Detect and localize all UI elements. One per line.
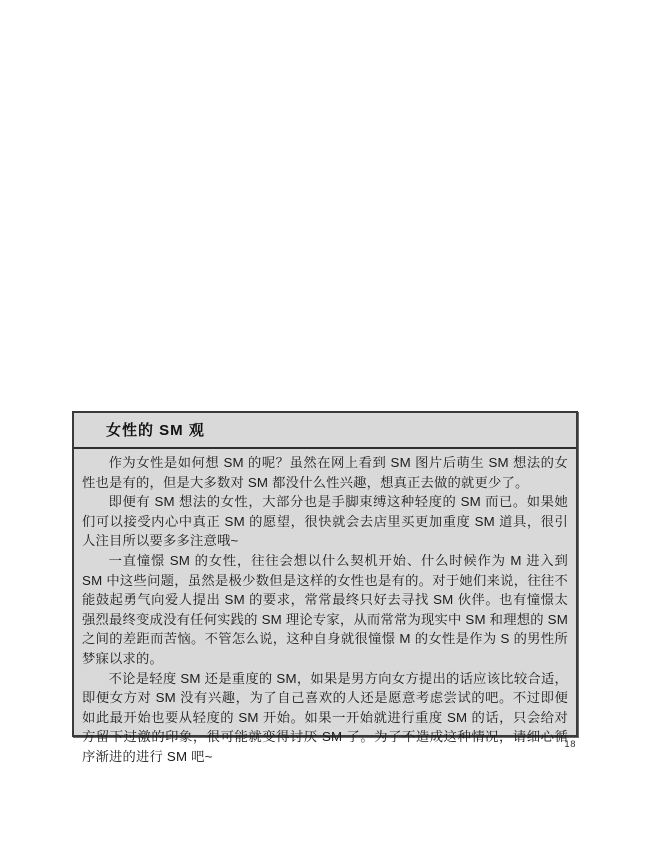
page-number: 18 [564, 739, 576, 750]
article-body [74, 449, 576, 773]
article-paragraph: 作为女性是如何想 SM 的呢？虽然在网上看到 SM 图片后萌生 SM 想法的女性也是有的，但是大多数对 SM 都没什么性兴趣，想真正去做的就更少了。 [82, 455, 568, 490]
article-paragraph: 不论是轻度 SM 还是重度的 SM，如果是男方向女方提出的话应该比较合适，即便女方对 SM 没有兴趣，为了自己喜欢的人还是愿意考虑尝试的吧。不过即便如此最开始也要从轻度的 SM 开始。如果一开始就进行重度 SM 的话，只会给对方留下过激的印象，很可能就变得讨厌 SM 了。为了不造成这种情况，请细心循序渐进的进行 SM 吧~ [82, 670, 568, 764]
article-paragraph: 一直憧憬 SM 的女性，往往会想以什么契机开始、什么时候作为 M 进入到 SM 中这些问题，虽然是极少数但是这样的女性也是有的。对于她们来说，往往不能鼓起勇气向爱人提出 SM 的要求，常常最终只好去寻找 SM 伙伴。也有憧憬太强烈最终变成没有任何实践的 SM 理论专家，从而常常为现实中 SM 和理想的 SM 之间的差距而苦恼。不管怎么说，这种自身就很憧憬 M 的女性是作为 S 的男性所梦寐以求的。 [82, 552, 568, 666]
article-title: 女性的 SM 观 [106, 422, 205, 439]
article-paragraph: 即便有 SM 想法的女性，大部分也是手脚束缚这种轻度的 SM 而已。如果她们可以接受内心中真正 SM 的愿望，很快就会去店里买更加重度 SM 道具，很引人注目所以要多多注意哦~ [82, 494, 568, 549]
